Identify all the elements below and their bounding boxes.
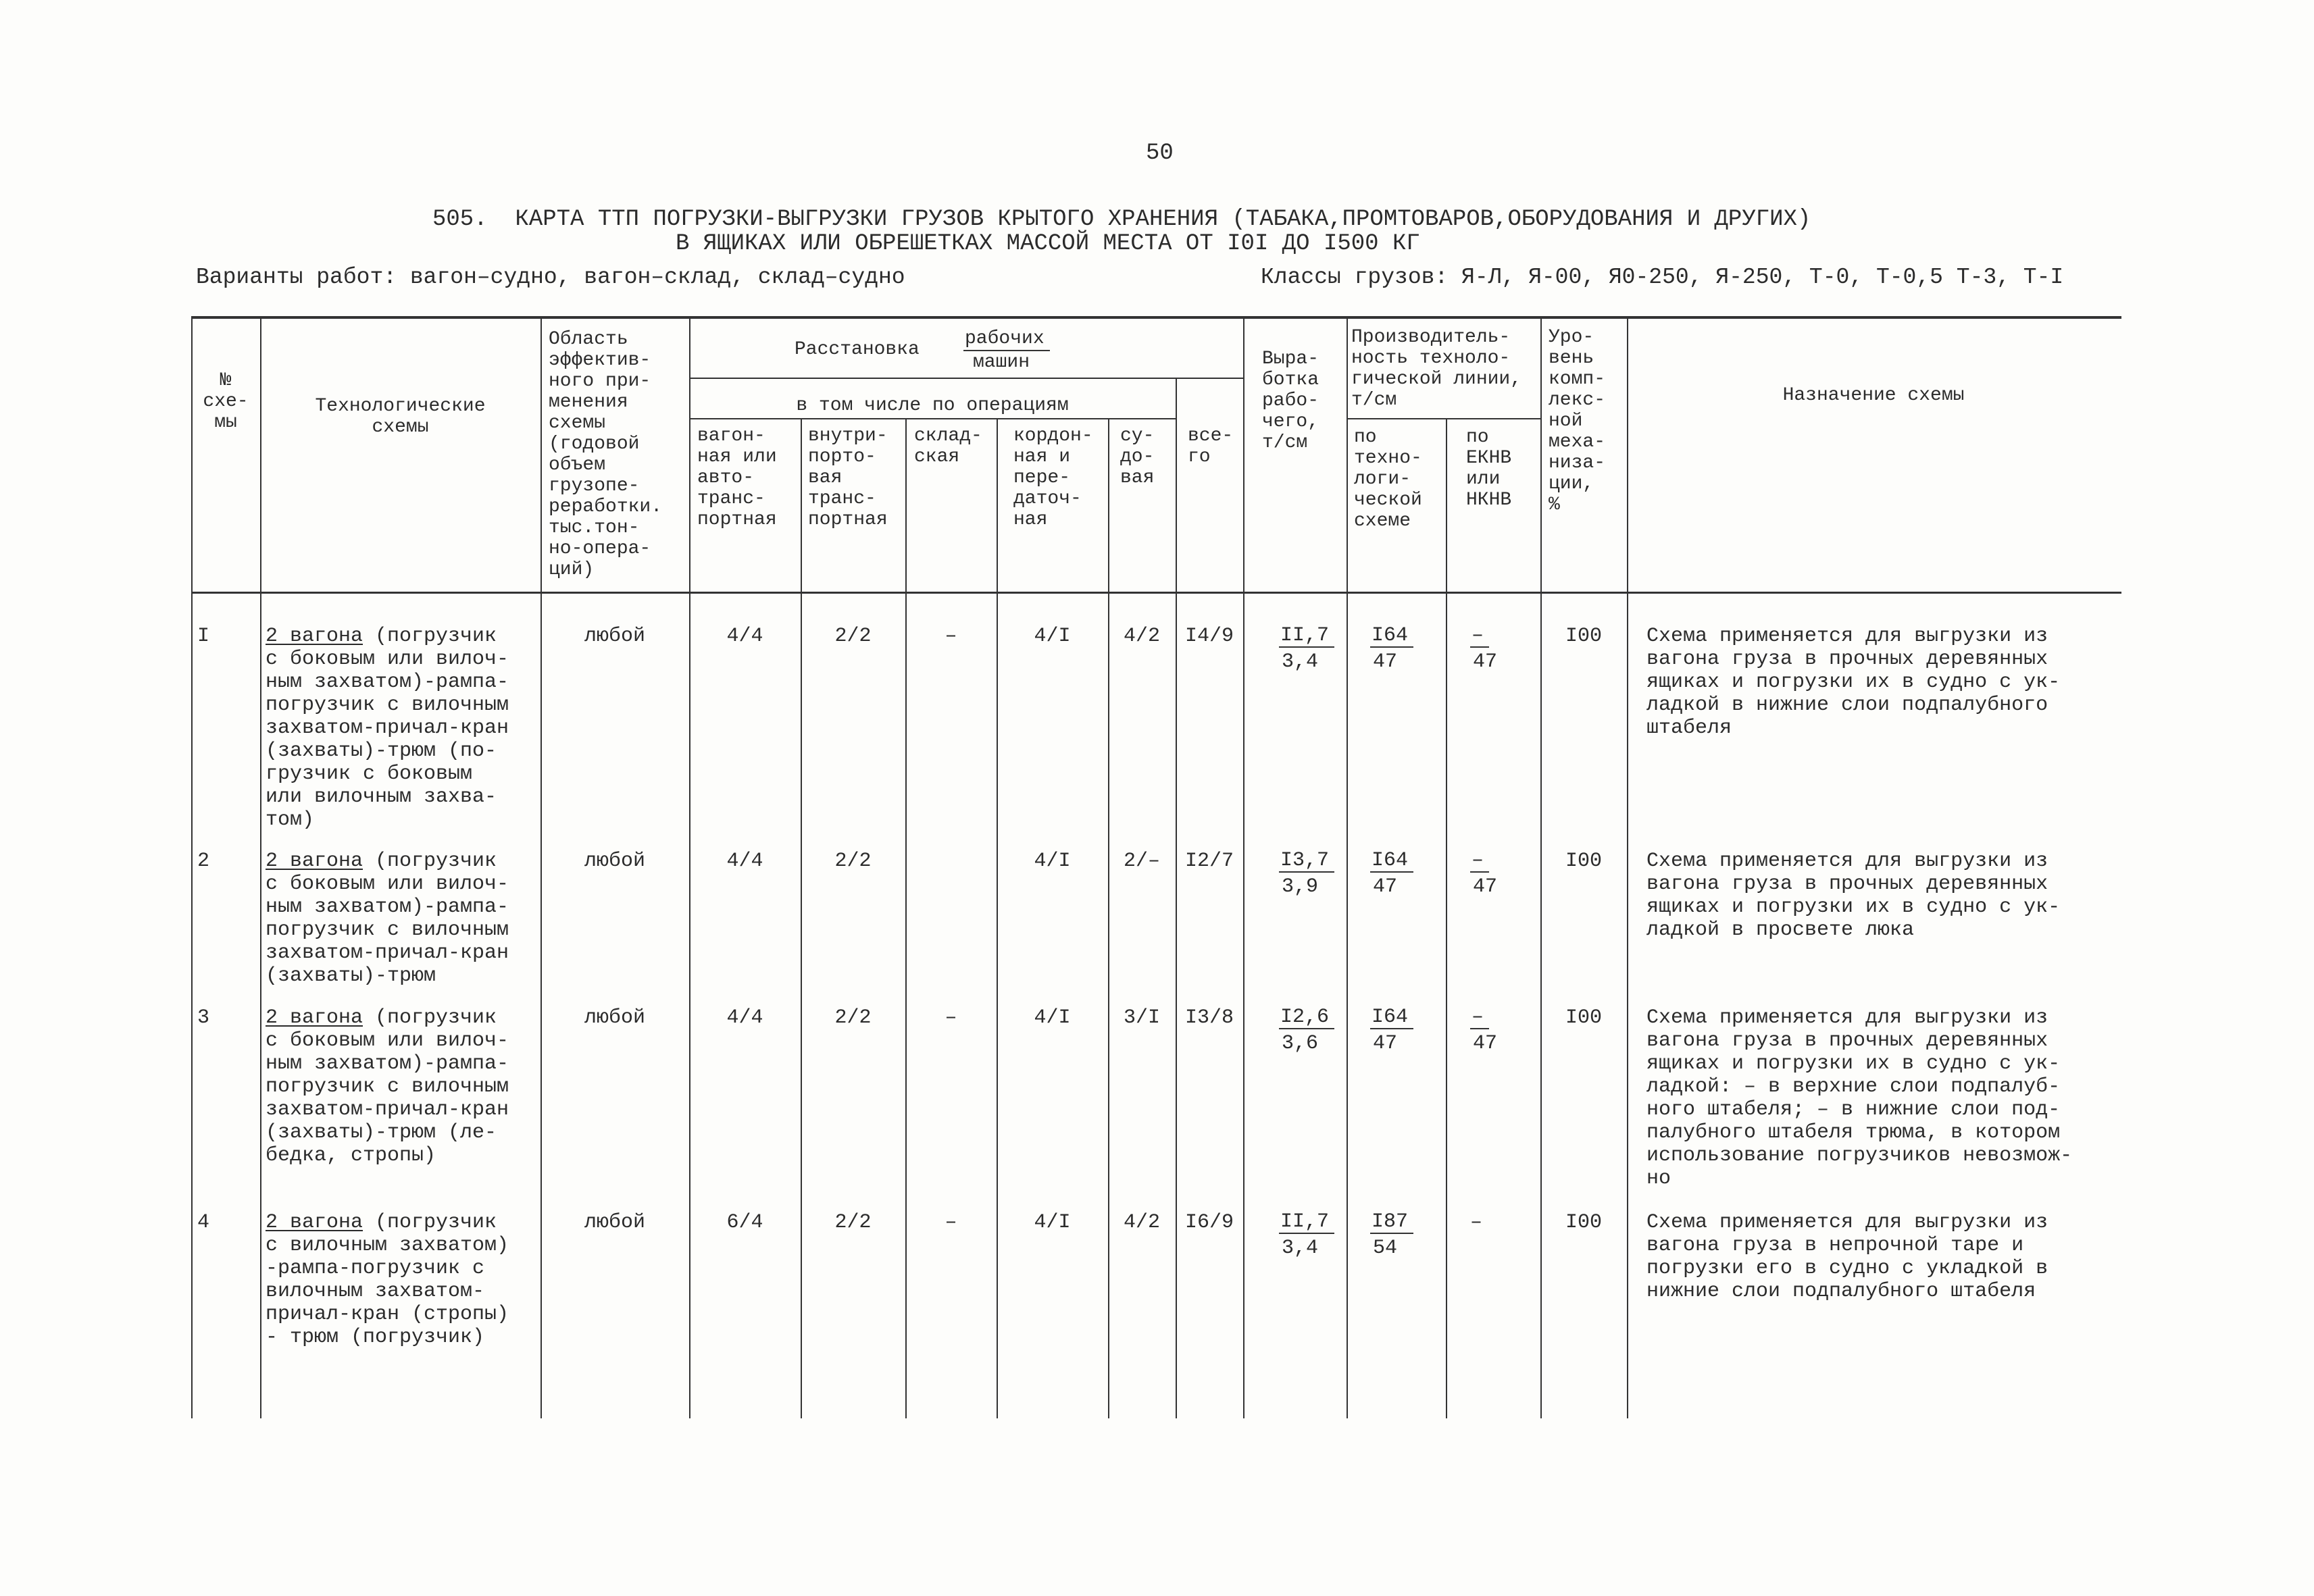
prod-tech-top: I87: [1370, 1211, 1413, 1234]
row-number: 4: [197, 1211, 210, 1234]
prod-tech-top: I64: [1370, 850, 1413, 873]
table-rule-vertical: [191, 317, 193, 1418]
machines-warehouse: –: [945, 1211, 957, 1234]
scheme-lead: 2 вагона: [266, 850, 363, 873]
header-scheme-number: № схе- мы: [203, 370, 249, 433]
table-rule-horizontal: [191, 316, 2121, 319]
row-number: I: [197, 625, 210, 648]
machines-cordon: 4/I: [1034, 1006, 1071, 1029]
work-variants: Варианты работ: вагон–судно, вагон–склад, склад–судно: [196, 265, 905, 290]
prod-ekn-bottom: 47: [1473, 650, 1498, 673]
header-prod-tech: по техно- логи- ческой схеме: [1354, 427, 1422, 532]
mechanization-level: I00: [1565, 850, 1602, 873]
prod-tech-bottom: 47: [1373, 650, 1398, 673]
output-top: I3,7: [1279, 850, 1334, 873]
prod-tech-top: I64: [1370, 1006, 1413, 1029]
output-bottom: 3,6: [1282, 1032, 1319, 1055]
table-rule-vertical: [1446, 419, 1447, 1418]
machines-total: I4/9: [1184, 625, 1234, 648]
scheme-purpose: Схема применяется для выгрузки из вагона груза в прочных деревянных ящиках и погрузки их в судно с ук- ладкой в просвете люка: [1646, 850, 2061, 942]
machines-wagon: 6/4: [726, 1211, 763, 1234]
output-bottom: 3,4: [1282, 650, 1319, 673]
machines-total: I3/8: [1184, 1006, 1234, 1029]
header-technological-schemes: Технологические схемы: [315, 396, 486, 438]
table-rule-vertical: [1176, 378, 1177, 1418]
scheme-purpose: Схема применяется для выгрузки из вагона груза в прочных деревянных ящиках и погрузки их в судно с ук- ладкой в нижние слои подпалубного штабеля: [1646, 625, 2061, 740]
table-rule-horizontal: [1347, 418, 1540, 419]
machines-ship: 3/I: [1123, 1006, 1160, 1029]
table-rule-vertical: [1627, 317, 1628, 1418]
header-ship: су- до- вая: [1120, 426, 1155, 488]
output-bottom: 3,9: [1282, 875, 1319, 898]
machines-warehouse: –: [945, 625, 957, 648]
prod-ekn-top: –: [1470, 625, 1489, 648]
table-rule-vertical: [1347, 317, 1348, 1418]
table-rule-horizontal: [191, 592, 2121, 594]
page-number: 50: [1146, 140, 1174, 166]
machines-ship: 2/–: [1123, 850, 1160, 873]
application-area: любой: [584, 1211, 645, 1234]
header-intraport: внутри- порто- вая транс- портная: [808, 426, 888, 530]
header-total: все- го: [1188, 426, 1234, 467]
header-purpose: Назначение схемы: [1782, 385, 1965, 406]
scheme-lead: 2 вагона: [266, 625, 363, 648]
header-productivity: Производитель- ность техноло- гической линии, т/см: [1351, 327, 1522, 411]
machines-cordon: 4/I: [1034, 625, 1071, 648]
header-worker-output: Выра- ботка рабо- чего, т/см: [1262, 349, 1319, 453]
output-top: I2,6: [1279, 1006, 1334, 1029]
prod-ekn-top: –: [1470, 850, 1489, 873]
scheme-description: [266, 1211, 509, 1349]
machines-warehouse: –: [945, 1006, 957, 1029]
table-rule-vertical: [905, 419, 907, 1418]
document-title-line1: 505. КАРТА ТТП ПОГРУЗКИ-ВЫГРУЗКИ ГРУЗОВ КРЫТОГО ХРАНЕНИЯ (ТАБАКА,ПРОМТОВАРОВ,ОБОРУДОВАНИЯ И ДРУГИХ): [432, 207, 1811, 232]
table-rule-horizontal: [689, 418, 1176, 419]
header-prod-ekn: по ЕКНВ или НКНВ: [1466, 427, 1512, 511]
scheme-purpose: Схема применяется для выгрузки из вагона груза в прочных деревянных ящиках и погрузки их в судно с ук- ладкой: – в верхние слои подпалуб- ного штабеля; – в нижние слои под- палубного штабеля трюма, в котором использование погрузчиков невозмож- но: [1646, 1006, 2073, 1190]
scheme-lead: 2 вагона: [266, 1006, 363, 1029]
output-bottom: 3,4: [1282, 1237, 1319, 1260]
application-area: любой: [584, 850, 645, 873]
header-arrangement-top: рабочих: [963, 328, 1050, 351]
machines-total: I6/9: [1184, 1211, 1234, 1234]
header-cordon: кордон- ная и пере- даточ- ная: [1013, 426, 1093, 530]
machines-intraport: 2/2: [834, 1211, 872, 1234]
machines-intraport: 2/2: [834, 625, 872, 648]
output-top: II,7: [1279, 1211, 1334, 1234]
mechanization-level: I00: [1565, 1006, 1602, 1029]
row-number: 2: [197, 850, 210, 873]
machines-total: I2/7: [1184, 850, 1234, 873]
machines-ship: 4/2: [1123, 1211, 1160, 1234]
scheme-lead: 2 вагона: [266, 1211, 363, 1234]
table-rule-vertical: [1243, 317, 1244, 1418]
machines-ship: 4/2: [1123, 625, 1160, 648]
table-rule-vertical: [801, 419, 802, 1418]
mechanization-level: I00: [1565, 1211, 1602, 1234]
header-wagon: вагон- ная или авто- транс- портная: [697, 426, 777, 530]
header-application-area: Область эффектив- ного при- менения схемы (годовой объем грузопе- реработки. тыс.тон- но-опера- ций): [549, 329, 663, 580]
document-title-line2: В ЯЩИКАХ ИЛИ ОБРЕШЕТКАХ МАССОЙ МЕСТА ОТ I0I ДО I500 КГ: [676, 231, 1420, 257]
scheme-text: (погрузчик с боковым или вилоч- ным захватом)-рампа- погрузчик с вилочным захватом-причал-кран (захваты)-трюм: [266, 850, 509, 987]
mechanization-level: I00: [1565, 625, 1602, 648]
prod-tech-bottom: 47: [1373, 875, 1398, 898]
header-arrangement-bottom: машин: [973, 352, 1030, 373]
table-rule-vertical: [1108, 419, 1109, 1418]
header-arrangement: Расстановка: [795, 339, 920, 360]
application-area: любой: [584, 625, 645, 648]
machines-wagon: 4/4: [726, 625, 763, 648]
machines-intraport: 2/2: [834, 850, 872, 873]
table-rule-vertical: [997, 419, 998, 1418]
scheme-description: [266, 625, 509, 831]
output-top: II,7: [1279, 625, 1334, 648]
scheme-description: [266, 850, 509, 987]
scheme-text: (погрузчик с боковым или вилоч- ным захватом)-рампа- погрузчик с вилочным захватом-причал-кран (захваты)-трюм (по- грузчик с боковым или вилочным захва- том): [266, 625, 509, 831]
cargo-classes: Классы грузов: Я-Л, Я-00, Я0-250, Я-250, Т-0, Т-0,5 Т-3, Т-I: [1261, 265, 2064, 290]
scheme-text: (погрузчик с вилочным захватом) -рампа-погрузчик с вилочным захватом- причал-кран (стропы) - трюм (погрузчик): [266, 1211, 509, 1349]
machines-wagon: 4/4: [726, 1006, 763, 1029]
machines-cordon: 4/I: [1034, 850, 1071, 873]
header-mechanization-level: Уро- вень комп- лекс- ной меха- низа- ции, %: [1549, 327, 1606, 515]
machines-intraport: 2/2: [834, 1006, 872, 1029]
prod-tech-top: I64: [1370, 625, 1413, 648]
prod-tech-bottom: 54: [1373, 1237, 1398, 1260]
prod-ekn-bottom: 47: [1473, 1032, 1498, 1055]
prod-ekn-bottom: 47: [1473, 875, 1498, 898]
row-number: 3: [197, 1006, 210, 1029]
header-by-operations: в том числе по операциям: [796, 395, 1069, 416]
table-rule-vertical: [260, 317, 261, 1418]
prod-ekn-top: –: [1470, 1211, 1483, 1234]
scheme-description: [266, 1006, 509, 1167]
application-area: любой: [584, 1006, 645, 1029]
machines-wagon: 4/4: [726, 850, 763, 873]
scheme-text: (погрузчик с боковым или вилоч- ным захватом)-рампа- погрузчик с вилочным захватом-причал-кран (захваты)-трюм (ле- бедка, стропы): [266, 1006, 509, 1167]
machines-cordon: 4/I: [1034, 1211, 1071, 1234]
scheme-purpose: Схема применяется для выгрузки из вагона груза в непрочной таре и погрузки его в судно с укладкой в нижние слои подпалубного штабеля: [1646, 1211, 2048, 1303]
prod-tech-bottom: 47: [1373, 1032, 1398, 1055]
prod-ekn-top: –: [1470, 1006, 1489, 1029]
table-rule-horizontal: [689, 378, 1243, 379]
header-warehouse: склад- ская: [914, 426, 982, 467]
